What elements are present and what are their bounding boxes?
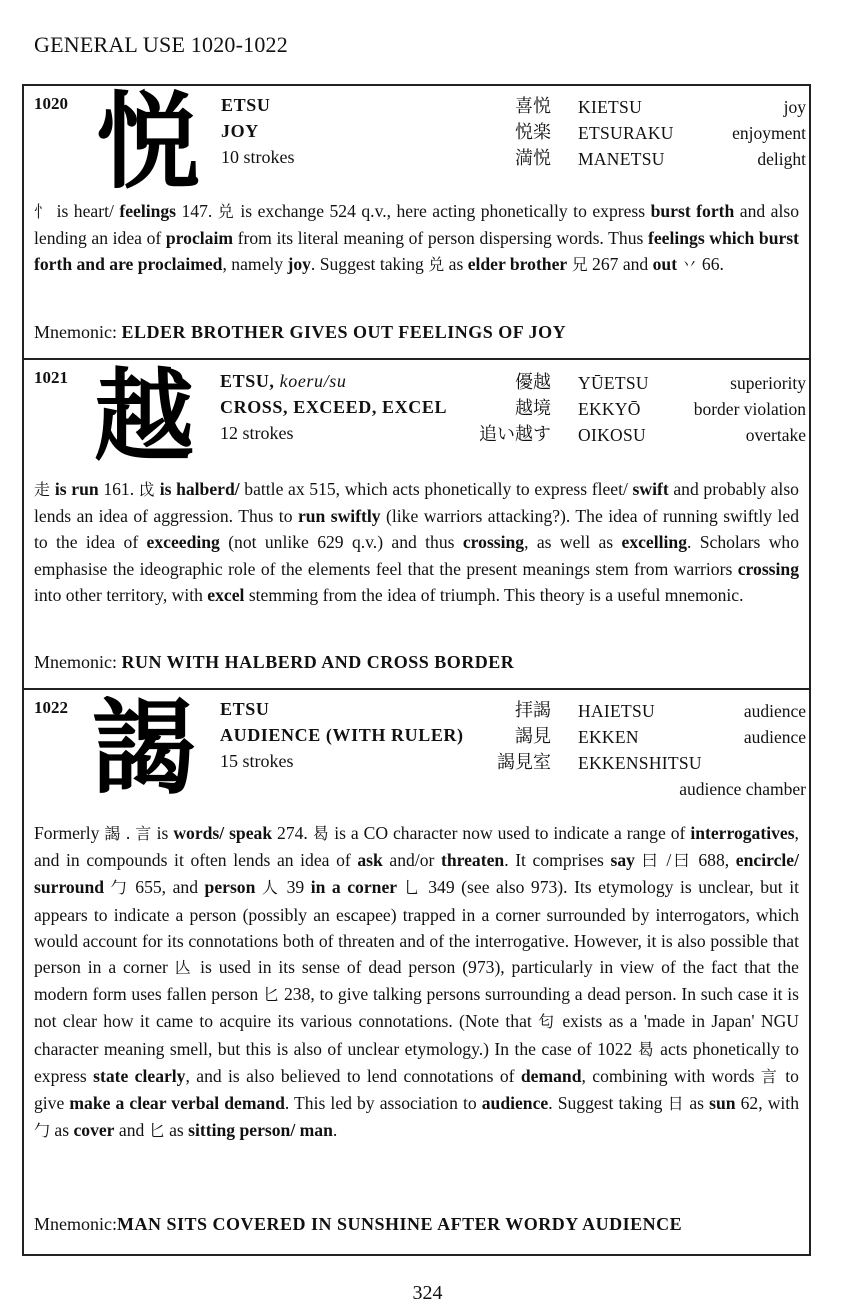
compound-romaji: EKKYŌ xyxy=(578,399,641,419)
stroke-count: 12 strokes xyxy=(220,423,294,443)
entry-number: 1020 xyxy=(34,94,68,113)
compound-english: overtake xyxy=(745,425,806,445)
compound-list xyxy=(479,370,806,448)
compound-romaji: HAIETSU xyxy=(578,701,655,721)
compound-romaji: KIETSU xyxy=(578,97,643,117)
meaning: CROSS, EXCEED, EXCEL xyxy=(220,397,448,417)
compound-english: border violation xyxy=(693,399,806,419)
kanji-glyph: 謁 xyxy=(92,686,197,809)
compound-romaji: YŪETSU xyxy=(578,373,649,393)
compound-english: audience chamber xyxy=(679,779,806,799)
compound-kanji: 謁見 xyxy=(515,726,551,747)
kanji-glyph: 悦 xyxy=(96,80,201,203)
entry-info xyxy=(221,92,295,170)
explanation: 忄 is heart/ feelings 147. 兑 is exchange 524 q.v., here acting phonetically to express burst forth and also lending an idea of proclaim from its literal meaning of person dispersing words. Thus feelings which burst forth and are proclaimed, namely joy. Suggest taking 兑 as elder brother 兄 267 and out 丷 66. xyxy=(34,201,800,275)
compound-list xyxy=(494,698,806,799)
mnemonic: Mnemonic:MAN SITS COVERED IN SUNSHINE AFTER WORDY AUDIENCE xyxy=(34,1214,683,1234)
compound-kanji: 満悦 xyxy=(515,148,551,169)
entry-number: 1021 xyxy=(34,368,68,387)
entry-1022 xyxy=(24,688,809,1256)
compound-english: audience xyxy=(743,701,806,721)
entry-1020 xyxy=(24,80,809,358)
entry-info xyxy=(220,696,464,774)
kanji-glyph: 越 xyxy=(94,357,194,475)
mnemonic: Mnemonic: ELDER BROTHER GIVES OUT FEELINGS OF JOY xyxy=(34,322,567,342)
meaning: AUDIENCE (WITH RULER) xyxy=(220,725,464,745)
page-number: 324 xyxy=(412,1282,443,1304)
entry-number: 1022 xyxy=(34,698,68,717)
compound-romaji: OIKOSU xyxy=(578,425,646,445)
meaning: JOY xyxy=(221,121,259,141)
reading: ETSU, koeru/su xyxy=(220,371,347,391)
compound-romaji: EKKENSHITSU xyxy=(578,753,702,773)
compound-kanji: 優越 xyxy=(515,372,551,393)
compound-row xyxy=(494,120,806,146)
compound-kanji: 謁見室 xyxy=(497,752,551,773)
compound-kanji: 追い越す xyxy=(479,424,551,445)
entry-info xyxy=(220,368,447,446)
explanation: Formerly 謁 . 言 is words/ speak 274. 曷 is a CO character now used to indicate a range of interrogatives, and in compounds it often lends an idea of ask and/or threaten. It comprises say 曰 /曰 688, encircle/ surround 勹 655, and person 人 39 in a corner 乚 349 (see also 973). Its etymology is unclear, but it appears to indicate a person (possibly an escapee) trapped in a corner surrounded by interrogators, which would account for its connotations both of threaten and of the interrogative. However, it is also possible that person in a corner 亾 is used in its sense of dead person (973), particularly in view of the fact that the modern form uses fallen person 匕 238, to give talking persons surrounding a dead person. In such case it is not clear how it came to acquire its various connotations. (Note that 匂 exists as a 'made in Japan' NGU character meaning smell, but this is also of unclear etymology.) In the case of 1022 曷 acts phonetically to express state clearly, and is also believed to lend connotations of demand, combining with words 言 to give make a clear verbal demand. This led by association to audience. Suggest taking 日 as sun 62, with 勹 as cover and 匕 as sitting person/ man. xyxy=(34,823,799,1141)
compound-romaji: MANETSU xyxy=(578,149,665,169)
reading: ETSU xyxy=(220,699,270,719)
reading: ETSU xyxy=(221,95,271,115)
compound-romaji: EKKEN xyxy=(578,727,639,747)
compound-row xyxy=(494,146,806,172)
compound-row xyxy=(494,94,806,120)
compound-row xyxy=(494,750,806,799)
compound-row xyxy=(494,396,806,422)
compound-row xyxy=(494,724,806,750)
compound-kanji: 越境 xyxy=(515,398,551,419)
compound-row xyxy=(479,422,806,448)
compound-english: enjoyment xyxy=(732,123,806,143)
kanji-entries-frame xyxy=(22,80,811,1256)
compound-romaji: ETSURAKU xyxy=(578,123,674,143)
compound-kanji: 喜悦 xyxy=(515,96,551,117)
compound-english: superiority xyxy=(730,373,806,393)
compound-row xyxy=(494,370,806,396)
explanation: 走 is run 161. 戉 is halberd/ battle ax 515, which acts phonetically to express fleet/ swift and probably also lends an idea of aggression. Thus to run swiftly (like warriors attacking?). The idea of running swiftly led to the idea of exceeding (not unlike 629 q.v.) and thus crossing, as well as excelling. Scholars who emphasise the ideographic role of the elements feel that the present meanings stem from warriors crossing into other territory, with excel stemming from the idea of triumph. This theory is a useful mnemonic. xyxy=(34,479,799,605)
compound-list xyxy=(494,94,806,172)
compound-english: delight xyxy=(757,149,806,169)
compound-english: joy xyxy=(783,97,806,117)
compound-kanji: 拝謁 xyxy=(515,700,551,721)
page-header: GENERAL USE 1020-1022 xyxy=(34,32,288,57)
stroke-count: 10 strokes xyxy=(221,147,295,167)
mnemonic: Mnemonic: RUN WITH HALBERD AND CROSS BORDER xyxy=(34,652,515,672)
compound-english: audience xyxy=(743,727,806,747)
compound-row xyxy=(494,698,806,724)
entry-1021 xyxy=(24,358,809,688)
compound-kanji: 悦楽 xyxy=(515,122,551,143)
stroke-count: 15 strokes xyxy=(220,751,294,771)
